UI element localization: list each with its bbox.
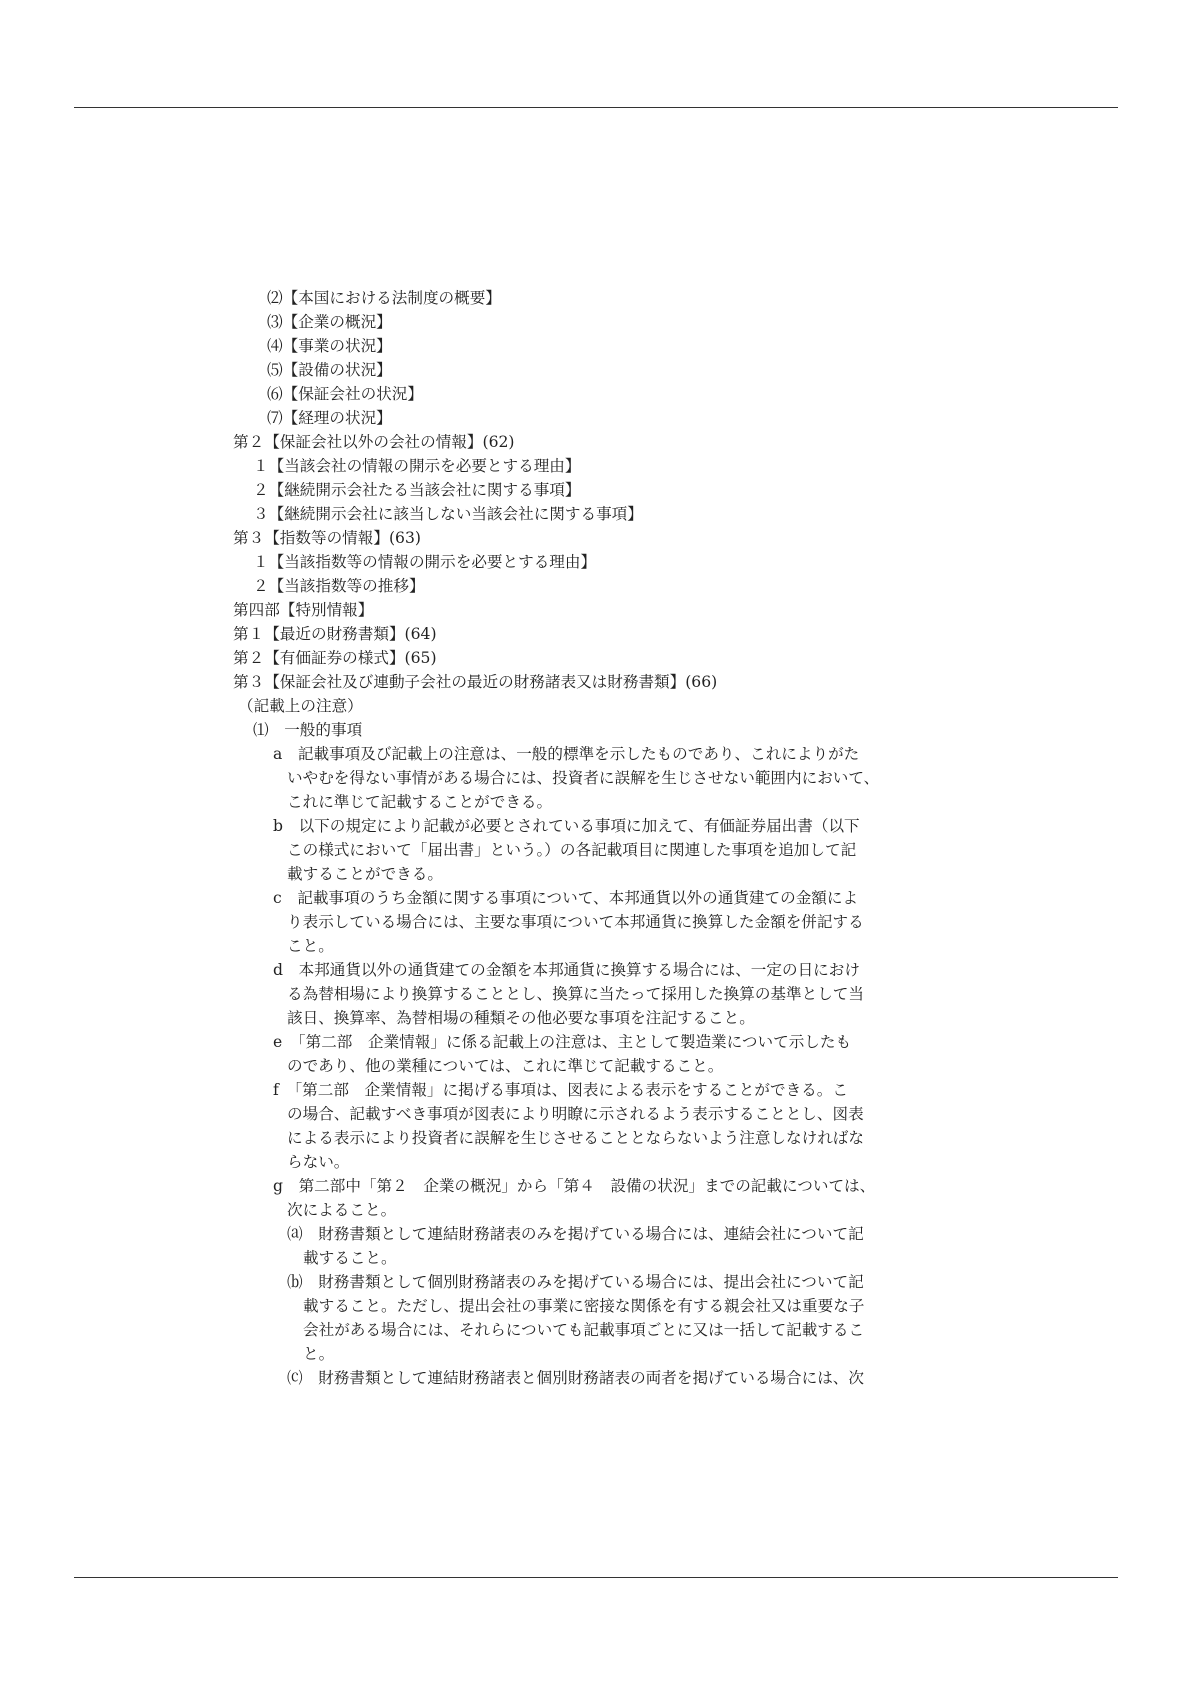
toc-chapter: 第１【最近の財務書類】(64) [233,625,437,643]
note-item-f-cont: の場合、記載すべき事項が図表により明瞭に示されるよう表示することとし、図表 [287,1105,864,1123]
note-item-e: e 「第二部 企業情報」に係る記載上の注意は、主として製造業について示したも [273,1033,852,1051]
note-subitem-c: ⒞ 財務書類として連結財務諸表と個別財務諸表の両者を掲げている場合には、次 [287,1369,864,1387]
note-subitem-b-cont: 会社がある場合には、それらについても記載事項ごとに又は一括して記載するこ [303,1321,865,1339]
toc-item: ⑺【経理の状況】 [267,409,392,427]
note-item-c-cont: り表示している場合には、主要な事項について本邦通貨に換算した金額を併記する [287,913,864,931]
toc-chapter: 第２【保証会社以外の会社の情報】(62) [233,433,515,451]
note-subitem-a: ⒜ 財務書類として連結財務諸表のみを掲げている場合には、連結会社について記 [287,1225,864,1243]
note-item-g-cont: 次によること。 [287,1201,397,1219]
toc-item: ⑵【本国における法制度の概要】 [267,289,501,307]
notes-heading: （記載上の注意） [238,697,363,715]
toc-chapter: 第２【有価証券の様式】(65) [233,649,437,667]
note-item-g: g 第二部中「第２ 企業の概況」から「第４ 設備の状況」までの記載については、 [273,1177,876,1195]
notes-section-heading: ⑴ 一般的事項 [253,721,363,739]
note-item-f-cont: による表示により投資者に誤解を生じさせることとならないよう注意しなければな [287,1129,864,1147]
note-item-b: b 以下の規定により記載が必要とされている事項に加えて、有価証券届出書（以下 [273,817,860,835]
toc-item: １【当該指数等の情報の開示を必要とする理由】 [253,553,597,571]
note-subitem-b-cont: 載すること。ただし、提出会社の事業に密接な関係を有する親会社又は重要な子 [303,1297,865,1315]
toc-item: ２【継続開示会社たる当該会社に関する事項】 [253,481,581,499]
toc-item: ２【当該指数等の推移】 [253,577,425,595]
note-subitem-b-cont: と。 [303,1345,335,1363]
note-subitem-b: ⒝ 財務書類として個別財務諸表のみを掲げている場合には、提出会社について記 [287,1273,864,1291]
note-item-a: a 記載事項及び記載上の注意は、一般的標準を示したものであり、これによりがた [273,745,860,763]
toc-item: ⑸【設備の状況】 [267,361,392,379]
toc-chapter: 第３【保証会社及び連動子会社の最近の財務諸表又は財務書類】(66) [233,673,718,691]
note-subitem-a-cont: 載すること。 [303,1249,397,1267]
note-item-d-cont: る為替相場により換算することとし、換算に当たって採用した換算の基準として当 [287,985,864,1003]
note-item-d-cont: 該日、換算率、為替相場の種類その他必要な事項を注記すること。 [287,1009,755,1027]
note-item-b-cont: 載することができる。 [287,865,443,883]
toc-item: ３【継続開示会社に該当しない当該会社に関する事項】 [253,505,643,523]
toc-part: 第四部【特別情報】 [233,601,374,619]
toc-chapter: 第３【指数等の情報】(63) [233,529,421,547]
note-item-a-cont: これに準じて記載することができる。 [287,793,553,811]
note-item-c: c 記載事項のうち金額に関する事項について、本邦通貨以外の通貨建ての金額によ [273,889,859,907]
note-item-e-cont: のであり、他の業種については、これに準じて記載すること。 [287,1057,724,1075]
note-item-c-cont: こと。 [287,937,334,955]
note-item-f-cont: らない。 [287,1153,350,1171]
document-body [0,286,1192,1390]
toc-item: １【当該会社の情報の開示を必要とする理由】 [253,457,581,475]
toc-item: ⑹【保証会社の状況】 [267,385,423,403]
footer-rule [74,1577,1118,1578]
note-item-b-cont: この様式において「届出書」という。）の各記載項目に関連した事項を追加して記 [287,841,857,859]
note-item-a-cont: いやむを得ない事情がある場合には、投資者に誤解を生じさせない範囲内において、 [287,769,880,787]
header-rule [74,107,1118,108]
toc-item: ⑷【事業の状況】 [267,337,392,355]
toc-item: ⑶【企業の概況】 [267,313,392,331]
note-item-f: f 「第二部 企業情報」に掲げる事項は、図表による表示をすることができる。こ [273,1081,848,1099]
note-item-d: d 本邦通貨以外の通貨建ての金額を本邦通貨に換算する場合には、一定の日におけ [273,961,860,979]
